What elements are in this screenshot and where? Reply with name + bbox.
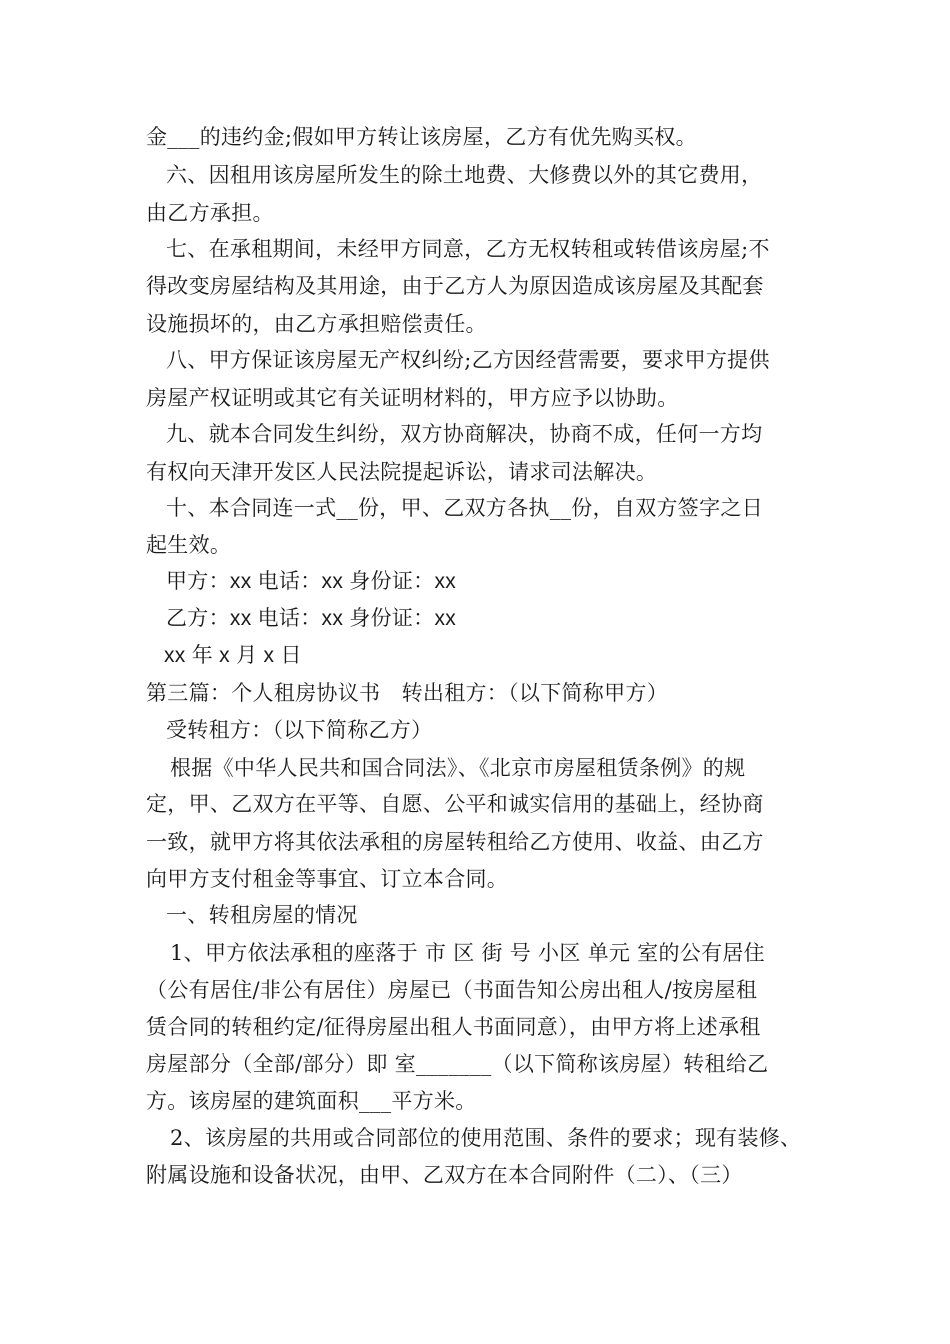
- party-b-signature: 乙方：xx 电话：xx 身份证：xx: [166, 607, 457, 630]
- text-line: 赁合同的转租约定/征得房屋出租人书面同意），由甲方将上述承租: [146, 1015, 761, 1039]
- text-line: 得改变房屋结构及其用途，由于乙方人为原因造成该房屋及其配套: [146, 274, 764, 298]
- text-line: 房屋产权证明或其它有关证明材料的，甲方应予以协助。: [146, 386, 679, 410]
- clause-10: 十、本合同连一式__份，甲、乙双方各执__份，自双方签字之日: [166, 496, 763, 520]
- text-line: 向甲方支付租金等事宜、订立本合同。: [146, 867, 509, 891]
- subsection-heading: 一、转租房屋的情况: [166, 903, 358, 927]
- text-line: 房屋部分（全部/部分）即 室_______（以下简称该房屋）转租给乙: [146, 1052, 769, 1076]
- date-line: xx 年 x 月 x 日: [164, 644, 302, 667]
- item-1: 1、甲方依法承租的座落于 市 区 街 号 小区 单元 室的公有居住: [170, 941, 765, 965]
- text-line: 金___的违约金;假如甲方转让该房屋，乙方有优先购买权。: [146, 125, 697, 149]
- text-line: （公有居住/非公有居住）房屋已（书面告知公房出租人/按房屋租: [146, 978, 758, 1002]
- clause-8: 八、甲方保证该房屋无产权纠纷;乙方因经营需要，要求甲方提供: [166, 348, 770, 372]
- party-a-signature: 甲方：xx 电话：xx 身份证：xx: [166, 570, 457, 593]
- text-line: 一致，就甲方将其依法承租的房屋转租给乙方使用、收益、由乙方: [146, 830, 764, 854]
- text-line: 有权向天津开发区人民法院提起诉讼，请求司法解决。: [146, 460, 658, 484]
- text-line: 方。该房屋的建筑面积___平方米。: [146, 1089, 477, 1113]
- clause-6: 六、因租用该房屋所发生的除土地费、大修费以外的其它费用，: [166, 163, 763, 187]
- text-line: 由乙方承担。: [146, 201, 274, 225]
- text-line: 起生效。: [146, 533, 232, 557]
- section-heading: 第三篇：个人租房协议书 转出租方：（以下简称甲方）: [146, 681, 668, 705]
- text-line: 附属设施和设备状况，由甲、乙双方在本合同附件（二）、（三）: [146, 1163, 743, 1187]
- text-line: 受转租方：（以下简称乙方）: [166, 718, 433, 742]
- text-line: 定，甲、乙双方在平等、自愿、公平和诚实信用的基础上，经协商: [146, 792, 764, 816]
- clause-9: 九、就本合同发生纠纷，双方协商解决，协商不成，任何一方均: [166, 422, 763, 446]
- item-2: 2、该房屋的共用或合同部位的使用范围、条件的要求；现有装修、: [170, 1126, 802, 1150]
- text-line: 设施损坏的，由乙方承担赔偿责任。: [146, 312, 487, 336]
- preamble: 根据《中华人民共和国合同法》、《北京市房屋租赁条例》的规: [170, 756, 746, 780]
- clause-7: 七、在承租期间，未经甲方同意，乙方无权转租或转借该房屋;不: [166, 237, 770, 261]
